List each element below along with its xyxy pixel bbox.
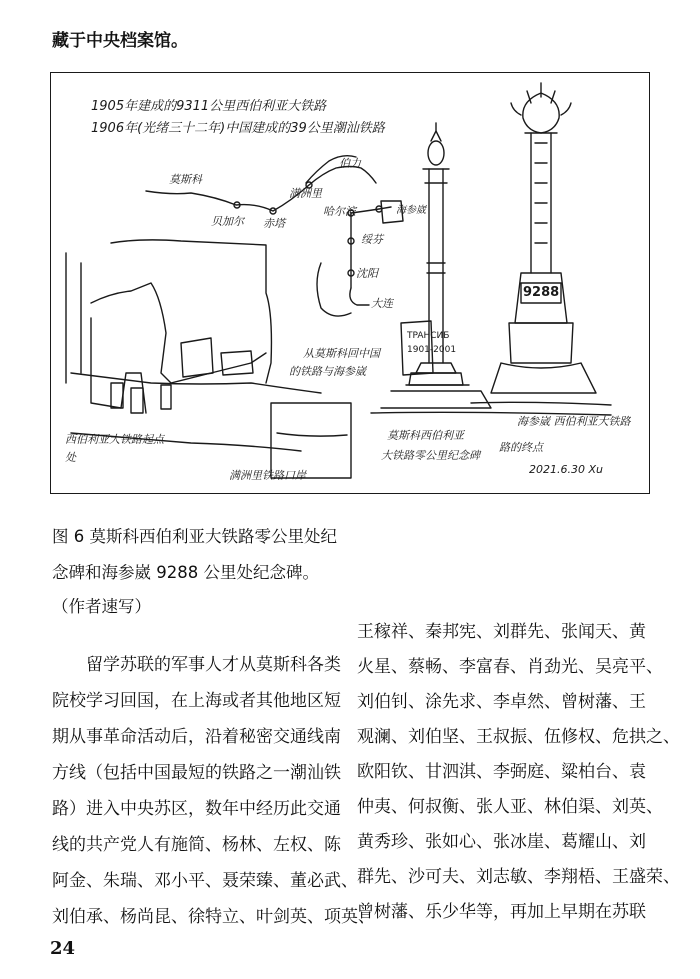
- right-line-2: 火星、蔡畅、李富春、肖劲光、吴亮平、: [357, 657, 663, 677]
- figure-caption-line2: 念碑和海参崴 9288 公里处纪念碑。: [52, 563, 319, 582]
- sketch-label-dalian: 大连: [371, 297, 393, 310]
- sketch-label-shenyang: 沈阳: [356, 267, 378, 280]
- right-line-9: 曾树藩、乐少华等，再加上早期在苏联: [357, 902, 646, 922]
- left-line-7: 阿金、朱瑞、邓小平、聂荣臻、董必武、: [52, 871, 358, 891]
- figure-caption-line1: 图 6 莫斯科西伯利亚大铁路零公里处纪: [52, 527, 337, 546]
- page-number: 24: [50, 938, 76, 959]
- right-line-5: 欧阳钦、甘泗淇、李弼庭、粱柏台、袁: [357, 762, 646, 782]
- right-line-1: 王稼祥、秦邦宪、刘群先、张闻天、黄: [357, 622, 646, 642]
- sketch-label-harbin: 哈尔滨: [323, 205, 356, 218]
- right-line-4: 观澜、刘伯坚、王叔振、伍修权、危拱之、: [357, 727, 680, 747]
- sketch-label-moscow: 莫斯科: [169, 173, 202, 186]
- sketch-label-haishenwai: 海参崴: [396, 205, 426, 216]
- sketch-signature: 2021.6.30 Xu: [529, 463, 603, 476]
- sketch-note-left1: 西伯利亚大铁路起点: [65, 433, 164, 446]
- sketch-note-right: 海参崴 西伯利亚大铁路: [517, 415, 631, 428]
- sketch-label-baikal: 贝加尔: [211, 215, 244, 228]
- right-line-8: 群先、沙可夫、刘志敏、李翔梧、王盛荣、: [357, 867, 680, 887]
- left-line-2: 院校学习回国，在上海或者其他地区短: [52, 691, 341, 711]
- sketch-note-bottom-right: 路的终点: [499, 441, 543, 454]
- sketch-tpah-years: 1901-2001: [407, 345, 457, 355]
- left-line-8: 刘伯承、杨尚昆、徐特立、叶剑英、项英、: [52, 907, 375, 927]
- sketch-note-bottom-center1: 莫斯科西伯利亚: [387, 429, 464, 442]
- left-line-5: 路）进入中央苏区，数年中经历此交通: [52, 799, 341, 819]
- sketch-label-suifen: 绥芬: [361, 233, 383, 246]
- sketch-note-line2: 1906年(光绪三十二年)中国建成的39公里潮汕铁路: [91, 121, 385, 136]
- sketch-number-9288: 9288: [523, 285, 560, 300]
- sketch-illustration: [50, 72, 650, 494]
- sketch-drawing: [51, 73, 649, 493]
- sketch-note-bottom-center2: 大铁路零公里纪念碑: [381, 449, 480, 462]
- left-line-6: 线的共产党人有施简、杨林、左权、陈: [52, 835, 341, 855]
- figure-caption-line3: （作者速写）: [52, 597, 151, 616]
- left-line-4: 方线（包括中国最短的铁路之一潮汕铁: [52, 763, 341, 783]
- left-line-1: 留学苏联的军事人才从莫斯科各类: [86, 655, 341, 675]
- top-line-text: 藏于中央档案馆。: [52, 31, 188, 51]
- right-line-3: 刘伯钊、涂先求、李卓然、曾树藩、王: [357, 692, 646, 712]
- right-line-6: 仲夷、何叔衡、张人亚、林伯渠、刘英、: [357, 797, 663, 817]
- sketch-label-manzhouli: 满洲里: [289, 187, 322, 200]
- sketch-note-left2: 处: [65, 451, 76, 464]
- sketch-note-bottom-left: 满洲里铁路口岸: [229, 469, 306, 482]
- sketch-tpah-text: TPAHCИБ: [407, 331, 450, 341]
- sketch-note-center2: 的铁路与海参崴: [289, 365, 366, 378]
- sketch-note-center1: 从莫斯科回中国: [303, 347, 380, 360]
- right-line-7: 黄秀珍、张如心、张冰崖、葛耀山、刘: [357, 832, 646, 852]
- sketch-label-chita: 赤塔: [263, 217, 285, 230]
- sketch-label-boli: 伯力: [339, 157, 361, 170]
- sketch-note-line1: 1905年建成的9311公里西伯利亚大铁路: [91, 99, 327, 114]
- left-line-3: 期从事革命活动后，沿着秘密交通线南: [52, 727, 341, 747]
